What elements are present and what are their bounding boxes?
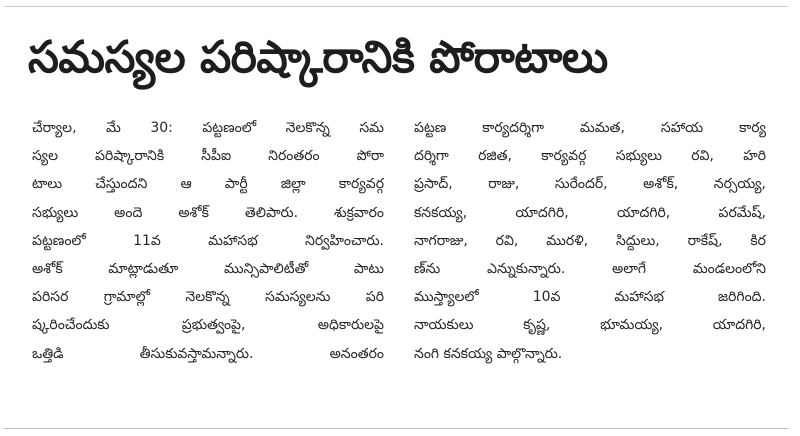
headline: సమస్యల పరిష్కారానికి పోరాటాలు — [28, 32, 608, 83]
text-line: స్యల పరిష్కారానికి సీపీఐ నిరంతరం పోరా — [32, 148, 384, 165]
text-line: సభ్యులు అందె అశోక్ తెలిపారు. శుక్రవారం — [32, 204, 384, 221]
text-line: పరిసర గ్రామాల్లో నెలకొన్న సమస్యలను పరి — [32, 289, 384, 306]
text-line: పట్టణంలో 11వ మహాసభ నిర్వహించారు. — [32, 232, 384, 249]
text-line: ణ్‌ను ఎన్నుకున్నారు. అలాగే మండలంలోని — [414, 260, 766, 277]
top-divider — [4, 6, 788, 7]
bottom-divider — [4, 428, 788, 429]
text-line: నంగి కనకయ్య పాల్గొన్నారు. — [414, 345, 563, 362]
text-line: ముస్త్యాలలో 10వ మహాసభ జరిగింది. — [414, 289, 766, 306]
text-line: ఒత్తిడి తీసుకువస్తామన్నారు. అనంతరం — [32, 345, 384, 362]
article-column-right — [414, 114, 766, 368]
text-line: నాయకులు కృష్ణ, భూమయ్య, యాదగిరి, — [414, 317, 766, 334]
text-line: కనకయ్య, యాదగిరి, యాదగిరి, పరమేష్, — [414, 204, 766, 221]
text-line: ష్కరించేందుకు ప్రభుత్వంపై, అధికారులపై — [32, 317, 384, 334]
article-column-left — [32, 114, 384, 368]
text-line: అశోక్ మాట్లాడుతూ మున్సిపాలిటీతో పాటు — [32, 260, 384, 277]
text-line: ప్రసాద్, రాజు, సురేందర్, అశోక్, నర్సయ్య, — [414, 176, 766, 193]
text-line: దర్శిగా రజిత, కార్యవర్గ సభ్యులు రవి, హరి — [414, 148, 766, 165]
text-line: టాలు చేస్తుందని ఆ పార్టీ జిల్లా కార్యవర్గ — [32, 176, 384, 193]
text-line: చేర్యాల, మే 30: పట్టణంలో నెలకొన్న సమ — [32, 120, 384, 136]
text-line: పట్టణ కార్యదర్శిగా మమత, సహాయ కార్య — [414, 120, 766, 136]
text-line: నాగరాజు, రవి, మురళి, సిద్దులు, రాకేష్, కిర — [414, 232, 766, 249]
